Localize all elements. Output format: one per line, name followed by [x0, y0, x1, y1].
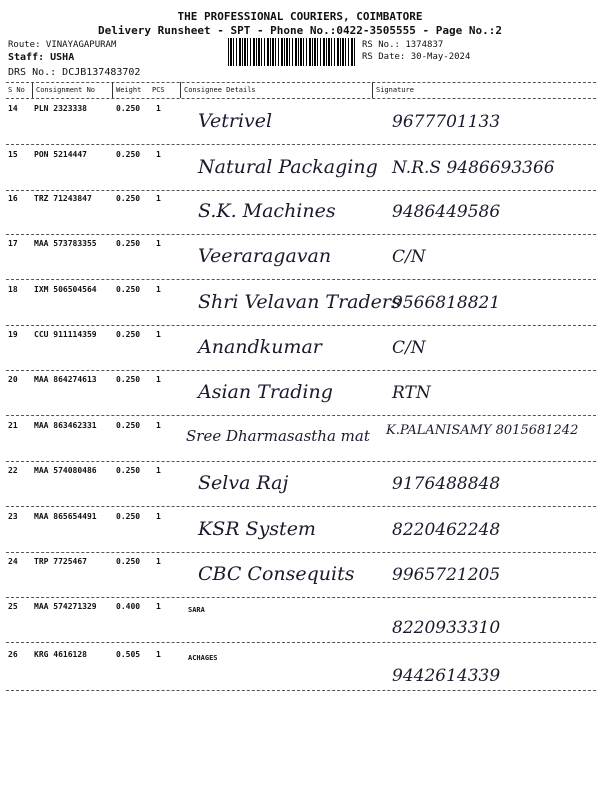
cell-consignment: KRG 4616128 [34, 650, 87, 659]
cell-pcs: 1 [156, 512, 161, 521]
col-weight-header: Weight [116, 86, 142, 94]
cell-consignment: IXM 506504564 [34, 285, 97, 294]
cell-weight: 0.250 [116, 557, 141, 566]
cell-sno: 20 [8, 375, 18, 384]
table-header-rule [6, 98, 596, 99]
consignee-name: CBC Consequits [198, 563, 355, 585]
col-pcs-header: PCS [152, 86, 165, 94]
consignee-name: Veeraragavan [198, 245, 332, 267]
cell-weight: 0.250 [116, 330, 141, 339]
cell-sno: 23 [8, 512, 18, 521]
drs-number: DRS No.: DCJB137483702 [8, 67, 141, 78]
document-title: THE PROFESSIONAL COURIERS, COIMBATORE [177, 10, 423, 23]
cell-sno: 26 [8, 650, 18, 659]
cell-pcs: 1 [156, 104, 161, 113]
consignee-name: Vetrivel [198, 110, 273, 132]
cell-pcs: 1 [156, 194, 161, 203]
signature-scrawl: N.R.S 9486693366 [392, 158, 555, 178]
row-divider [6, 144, 596, 145]
cell-sno: 24 [8, 557, 18, 566]
signature-scrawl: C/N [392, 338, 426, 358]
cell-pcs: 1 [156, 239, 161, 248]
row-divider [6, 279, 596, 280]
signature-scrawl: 8220933310 [392, 618, 501, 638]
signature-scrawl: 9486449586 [392, 202, 501, 222]
cell-pcs: 1 [156, 285, 161, 294]
consignee-name: SARA [188, 606, 205, 614]
cell-sno: 16 [8, 194, 18, 203]
col-signature-header: Signature [376, 86, 414, 94]
col-consignee-header: Consignee Details [184, 86, 256, 94]
signature-scrawl: K.PALANISAMY 8015681242 [386, 423, 579, 438]
cell-consignment: PLN 2323338 [34, 104, 87, 113]
signature-scrawl: C/N [392, 247, 426, 267]
consignee-name: S.K. Machines [198, 200, 336, 222]
cell-pcs: 1 [156, 557, 161, 566]
consignee-name: Asian Trading [198, 381, 333, 403]
cell-consignment: CCU 911114359 [34, 330, 97, 339]
col-divider [112, 82, 113, 98]
col-divider [180, 82, 181, 98]
cell-pcs: 1 [156, 421, 161, 430]
cell-sno: 22 [8, 466, 18, 475]
signature-scrawl: 9176488848 [392, 474, 501, 494]
col-sno-header: S No [8, 86, 25, 94]
cell-weight: 0.250 [116, 421, 141, 430]
consignee-name: Selva Raj [198, 472, 289, 494]
cell-sno: 17 [8, 239, 18, 248]
cell-weight: 0.250 [116, 150, 141, 159]
consignee-name: Anandkumar [198, 336, 322, 358]
table-header [0, 82, 600, 98]
row-divider [6, 325, 596, 326]
consignee-name: Natural Packaging [198, 156, 378, 178]
signature-scrawl: 9677701133 [392, 112, 501, 132]
col-divider [32, 82, 33, 98]
cell-pcs: 1 [156, 602, 161, 611]
cell-consignment: MAA 863462331 [34, 421, 97, 430]
signature-scrawl: RTN [392, 383, 431, 403]
rs-date: RS Date: 30-May-2024 [362, 52, 471, 62]
cell-consignment: PON 5214447 [34, 150, 87, 159]
cell-sno: 18 [8, 285, 18, 294]
cell-weight: 0.250 [116, 375, 141, 384]
cell-pcs: 1 [156, 466, 161, 475]
cell-weight: 0.400 [116, 602, 141, 611]
cell-consignment: MAA 573783355 [34, 239, 97, 248]
row-divider [6, 190, 596, 191]
col-consignment-header: Consignment No [36, 86, 96, 94]
cell-consignment: MAA 864274613 [34, 375, 97, 384]
cell-pcs: 1 [156, 650, 161, 659]
rs-number: RS No.: 1374837 [362, 40, 444, 50]
cell-sno: 25 [8, 602, 18, 611]
row-divider [6, 415, 596, 416]
cell-pcs: 1 [156, 150, 161, 159]
document-subtitle: Delivery Runsheet - SPT - Phone No.:0422-3505555 - Page No.:2 [98, 24, 502, 37]
cell-weight: 0.250 [116, 104, 141, 113]
barcode-image [228, 38, 355, 66]
cell-weight: 0.250 [116, 239, 141, 248]
signature-scrawl: 9965721205 [392, 565, 501, 585]
cell-consignment: MAA 865654491 [34, 512, 97, 521]
route-label: Route: VINAYAGAPURAM [8, 40, 117, 50]
cell-sno: 21 [8, 421, 18, 430]
signature-scrawl: 9442614339 [392, 666, 501, 686]
cell-weight: 0.250 [116, 194, 141, 203]
signature-scrawl: 9566818821 [392, 293, 501, 313]
cell-weight: 0.505 [116, 650, 141, 659]
cell-sno: 14 [8, 104, 18, 113]
cell-consignment: MAA 574080486 [34, 466, 97, 475]
row-divider [6, 461, 596, 462]
cell-consignment: TRP 7725467 [34, 557, 87, 566]
cell-sno: 19 [8, 330, 18, 339]
row-divider [6, 370, 596, 371]
consignee-name: Shri Velavan Traders [198, 291, 401, 313]
cell-pcs: 1 [156, 330, 161, 339]
row-divider [6, 552, 596, 553]
cell-consignment: TRZ 71243847 [34, 194, 92, 203]
row-divider [6, 506, 596, 507]
row-divider [6, 597, 596, 598]
staff-label: Staff: USHA [8, 52, 75, 63]
row-divider [6, 690, 596, 691]
consignee-name: ACHAGES [188, 654, 218, 662]
cell-consignment: MAA 574271329 [34, 602, 97, 611]
cell-weight: 0.250 [116, 285, 141, 294]
col-divider [372, 82, 373, 98]
consignee-name: KSR System [198, 518, 316, 540]
row-divider [6, 234, 596, 235]
cell-weight: 0.250 [116, 466, 141, 475]
cell-pcs: 1 [156, 375, 161, 384]
row-divider [6, 642, 596, 643]
cell-weight: 0.250 [116, 512, 141, 521]
cell-sno: 15 [8, 150, 18, 159]
signature-scrawl: 8220462248 [392, 520, 501, 540]
consignee-name: Sree Dharmasastha mat [186, 427, 370, 445]
